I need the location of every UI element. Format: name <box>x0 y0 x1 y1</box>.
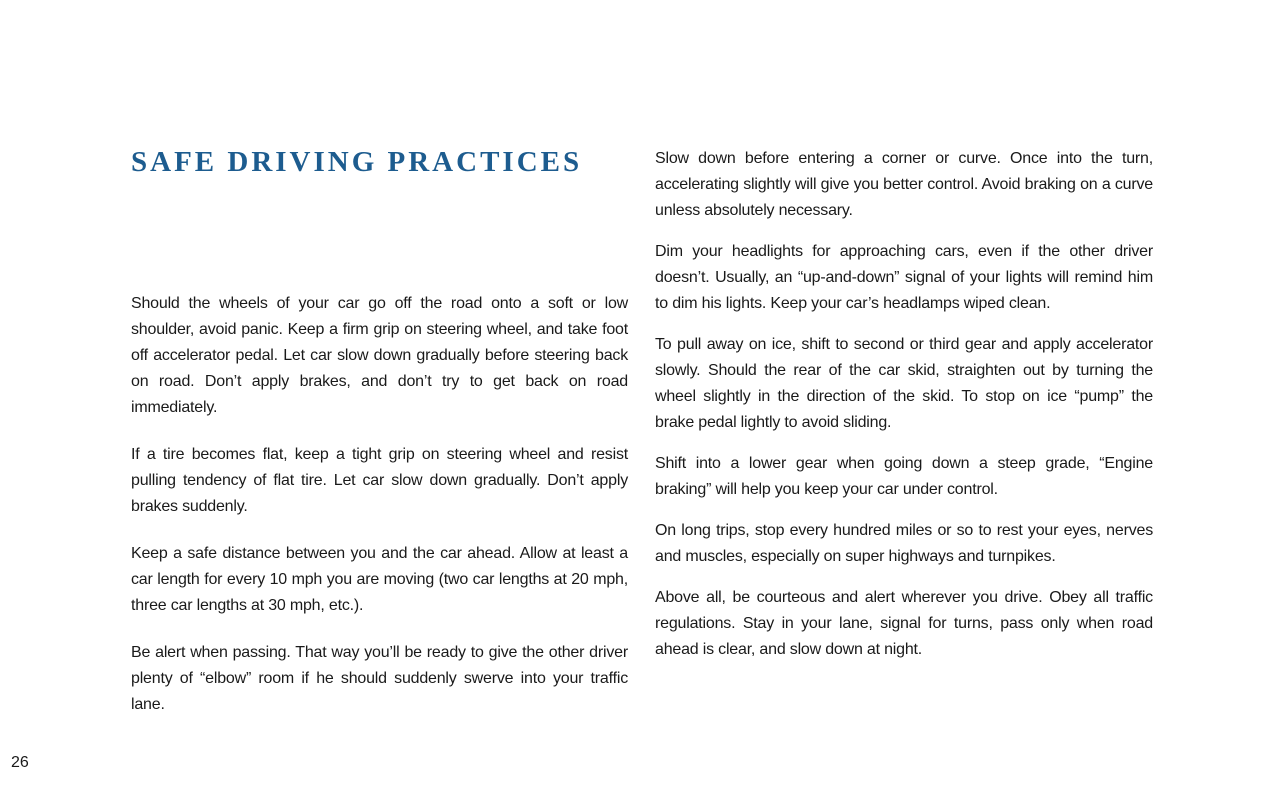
paragraph-curves: Slow down before entering a corner or curve. Once into the turn, accelerating slightly will give you better control. Avoid braking on a curve unless absolutely necessary. <box>655 150 1153 219</box>
paragraph-soft-shoulder: Should the wheels of your car go off the road onto a soft or low shoulder, avoid panic. Keep a firm grip on steering wheel, and take foot off accelerator pedal. Let car slow down gradually before steering back on road. Don’t apply brakes, and don’t try to get back on road immediately. <box>131 295 628 416</box>
paragraph-headlights: Dim your headlights for approaching cars, even if the other driver doesn’t. Usually, an “up-and-down” signal of your lights will remind him to dim his lights. Keep your car’s headlamps wiped clean. <box>655 243 1153 312</box>
page-number: 26 <box>11 754 29 771</box>
paragraph-steep-grade: Shift into a lower gear when going down a steep grade, “Engine braking” will help you keep your car under control. <box>655 455 1153 498</box>
paragraph-flat-tire: If a tire becomes flat, keep a tight grip on steering wheel and resist pulling tendency of flat tire. Let car slow down gradually. Don’t apply brakes suddenly. <box>131 446 628 515</box>
paragraph-long-trips: On long trips, stop every hundred miles or so to rest your eyes, nerves and muscles, especially on super highways and turnpikes. <box>655 522 1153 565</box>
left-column <box>131 291 628 739</box>
paragraph-safe-distance: Keep a safe distance between you and the car ahead. Allow at least a car length for every 10 mph you are moving (two car lengths at 20 mph, three car lengths at 30 mph, etc.). <box>131 545 628 614</box>
right-column <box>655 146 1153 678</box>
page-title: SAFE DRIVING PRACTICES <box>131 146 583 178</box>
paragraph-courtesy: Above all, be courteous and alert wherever you drive. Obey all traffic regulations. Stay in your lane, signal for turns, pass only when road ahead is clear, and slow down at night. <box>655 589 1153 658</box>
paragraph-ice: To pull away on ice, shift to second or third gear and apply accelerator slowly. Should the rear of the car skid, straighten out by turning the wheel slightly in the direction of the skid. To stop on ice “pump” the brake pedal lightly to avoid sliding. <box>655 336 1153 431</box>
paragraph-passing: Be alert when passing. That way you’ll be ready to give the other driver plenty of “elbow” room if he should suddenly swerve into your traffic lane. <box>131 644 628 713</box>
